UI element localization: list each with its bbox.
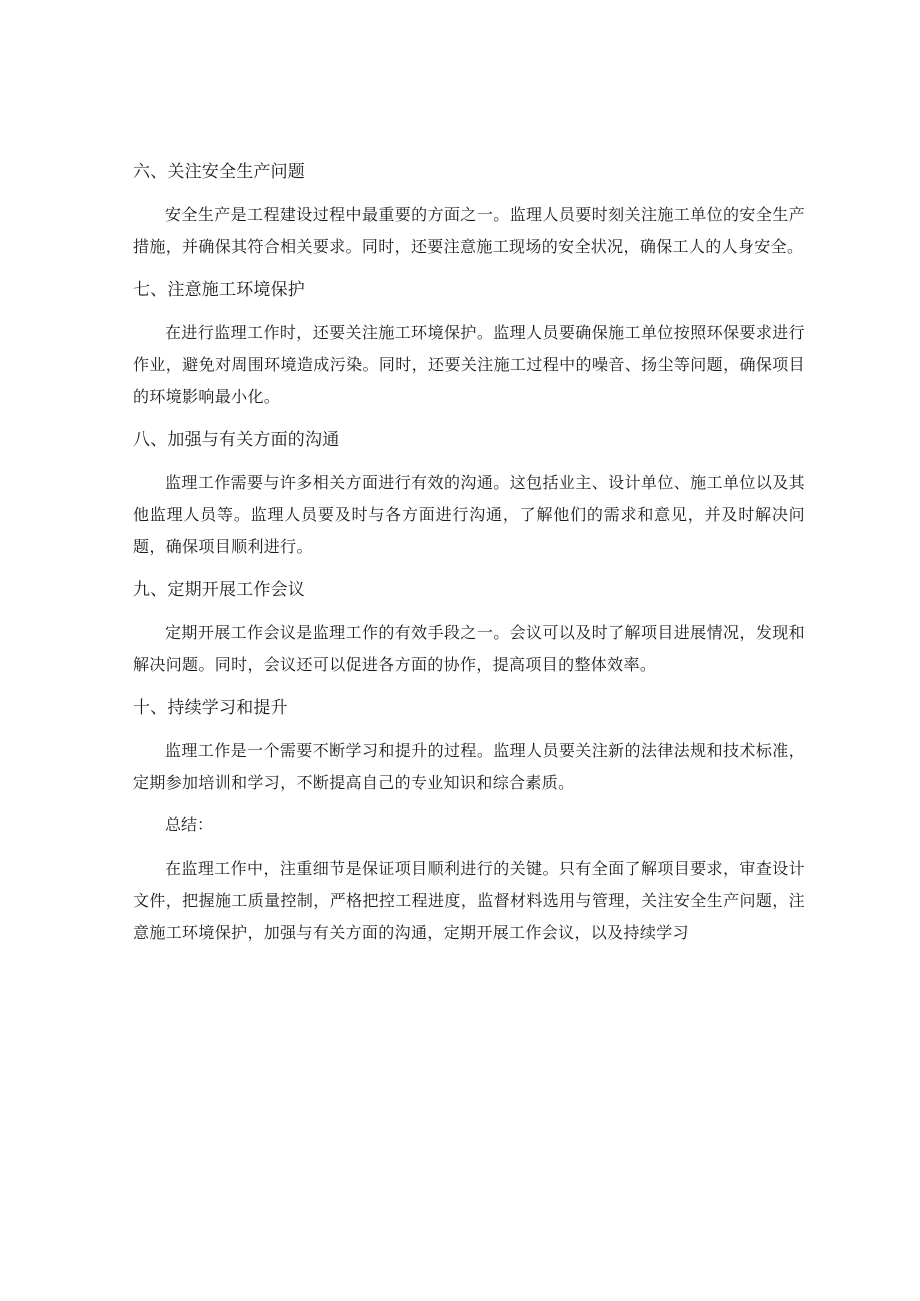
section-heading-environment: 七、注意施工环境保护 [133, 280, 305, 300]
section-paragraph-environment: 在进行监理工作时，还要关注施工环境保护。监理人员要确保施工单位按照环保要求进行作业，避免对周围环境造成污染。同时，还要关注施工过程中的噪音、扬尘等问题，确保项目的环境影响最小化。 [133, 323, 805, 406]
section-heading-learning: 十、持续学习和提升 [133, 698, 288, 718]
document-body [133, 155, 805, 949]
section-heading-meetings: 九、定期开展工作会议 [133, 580, 305, 600]
section-heading-communication: 八、加强与有关方面的沟通 [133, 430, 340, 450]
section-paragraph-safety: 安全生产是工程建设过程中最重要的方面之一。监理人员要时刻关注施工单位的安全生产措施，并确保其符合相关要求。同时，还要注意施工现场的安全状况，确保工人的人身安全。 [133, 205, 805, 256]
section-heading-safety: 六、关注安全生产问题 [133, 162, 305, 182]
section-paragraph-communication: 监理工作需要与许多相关方面进行有效的沟通。这包括业主、设计单位、施工单位以及其他监理人员等。监理人员要及时与各方面进行沟通，了解他们的需求和意见，并及时解决问题，确保项目顺利进行。 [133, 473, 805, 556]
section-paragraph-learning: 监理工作是一个需要不断学习和提升的过程。监理人员要关注新的法律法规和技术标准，定期参加培训和学习，不断提高自己的专业知识和综合素质。 [133, 741, 805, 792]
summary-label: 总结： [165, 815, 214, 834]
section-paragraph-meetings: 定期开展工作会议是监理工作的有效手段之一。会议可以及时了解项目进展情况，发现和解决问题。同时，会议还可以促进各方面的协作，提高项目的整体效率。 [133, 623, 805, 674]
summary-paragraph: 在监理工作中，注重细节是保证项目顺利进行的关键。只有全面了解项目要求，审查设计文件，把握施工质量控制，严格把控工程进度，监督材料选用与管理，关注安全生产问题，注意施工环境保护，加强与有关方面的沟通，定期开展工作会议，以及持续学习 [133, 859, 805, 942]
